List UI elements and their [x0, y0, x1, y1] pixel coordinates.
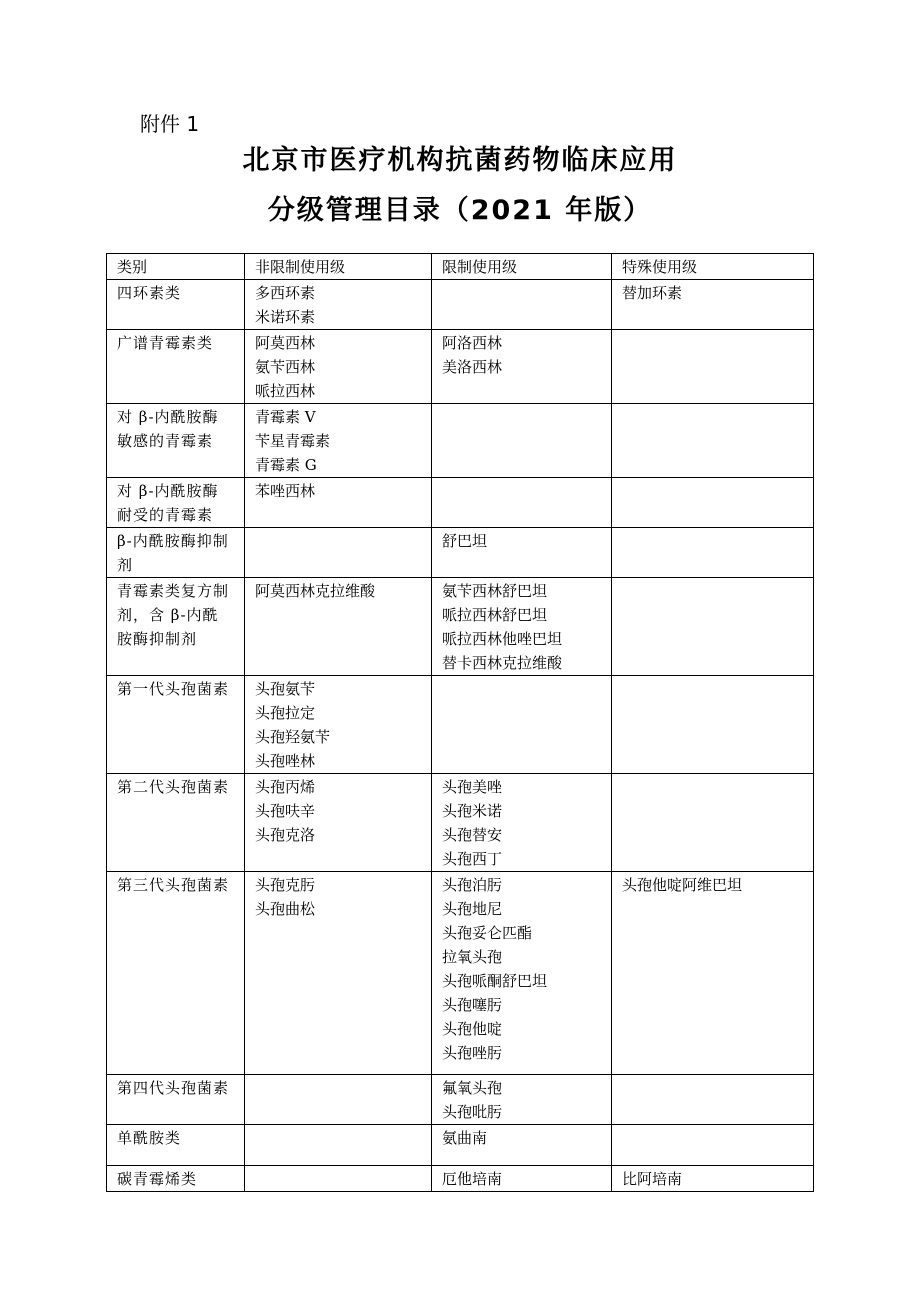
- table-row: [107, 478, 814, 528]
- category-label: 单酰胺类: [117, 1129, 182, 1147]
- drug-name: 头孢唑林: [255, 752, 316, 770]
- drug-name: 头孢羟氨苄: [255, 728, 331, 746]
- category-label: 第二代头孢菌素: [117, 778, 230, 796]
- restricted-cell: [432, 478, 612, 528]
- column-header-restricted: 限制使用级: [432, 254, 612, 280]
- unrestricted-cell: [245, 528, 432, 578]
- special-cell: [612, 330, 814, 404]
- unrestricted-cell: [245, 404, 432, 478]
- special-cell: [612, 280, 814, 330]
- table-row: [107, 774, 814, 872]
- unrestricted-cell: [245, 872, 432, 1075]
- restricted-cell: [432, 1125, 612, 1166]
- category-label: 第一代头孢菌素: [117, 680, 230, 698]
- special-cell: [612, 1075, 814, 1125]
- drug-name: 青霉素 V: [255, 408, 316, 426]
- category-label: β-内酰胺酶抑制剂: [117, 532, 229, 574]
- special-cell: [612, 1166, 814, 1192]
- category-cell: [107, 1125, 245, 1166]
- table-row: [107, 676, 814, 774]
- category-cell: [107, 578, 245, 676]
- drug-name: 苄星青霉素: [255, 432, 331, 450]
- drug-name: 哌拉西林舒巴坦: [442, 606, 548, 624]
- category-label: 碳青霉烯类: [117, 1170, 198, 1188]
- drug-name: 头孢妥仑匹酯: [442, 924, 533, 942]
- special-cell: [612, 872, 814, 1075]
- table-row: [107, 1166, 814, 1192]
- category-label: 对 β-内酰胺酶耐受的青霉素: [117, 482, 219, 524]
- category-cell: [107, 774, 245, 872]
- category-label: 四环素类: [117, 284, 182, 302]
- drug-name: 美洛西林: [442, 358, 503, 376]
- drug-name: 多西环素: [255, 284, 316, 302]
- restricted-cell: [432, 578, 612, 676]
- category-cell: [107, 676, 245, 774]
- table-row: [107, 404, 814, 478]
- category-cell: [107, 330, 245, 404]
- special-cell: [612, 578, 814, 676]
- drug-name: 苯唑西林: [255, 482, 316, 500]
- drug-name: 厄他培南: [442, 1170, 503, 1188]
- unrestricted-cell: [245, 330, 432, 404]
- drug-name: 头孢氨苄: [255, 680, 316, 698]
- drug-name: 氟氧头孢: [442, 1079, 503, 1097]
- restricted-cell: [432, 676, 612, 774]
- table-row: [107, 330, 814, 404]
- drug-name: 氨苄西林舒巴坦: [442, 582, 548, 600]
- category-cell: [107, 404, 245, 478]
- drug-name: 舒巴坦: [442, 532, 488, 550]
- unrestricted-cell: [245, 1166, 432, 1192]
- special-cell: [612, 404, 814, 478]
- column-header-special: 特殊使用级: [612, 254, 814, 280]
- drug-name: 头孢曲松: [255, 900, 316, 918]
- drug-name: 头孢西丁: [442, 850, 503, 868]
- drug-name: 阿莫西林: [255, 334, 316, 352]
- drug-name: 头孢克肟: [255, 876, 316, 894]
- unrestricted-cell: [245, 578, 432, 676]
- drug-name: 头孢替安: [442, 826, 503, 844]
- special-cell: [612, 676, 814, 774]
- restricted-cell: [432, 774, 612, 872]
- category-label: 青霉素类复方制剂，含 β-内酰胺酶抑制剂: [117, 582, 230, 648]
- restricted-cell: [432, 872, 612, 1075]
- unrestricted-cell: [245, 478, 432, 528]
- drug-name: 头孢他啶阿维巴坦: [622, 876, 743, 894]
- document-title-line-1: 北京市医疗机构抗菌药物临床应用: [242, 145, 678, 176]
- drug-name: 头孢吡肟: [442, 1103, 503, 1121]
- drug-name: 比阿培南: [622, 1170, 683, 1188]
- drug-name: 阿洛西林: [442, 334, 503, 352]
- column-header-unrestricted: 非限制使用级: [245, 254, 432, 280]
- unrestricted-cell: [245, 1075, 432, 1125]
- unrestricted-cell: [245, 1125, 432, 1166]
- category-label: 第四代头孢菌素: [117, 1079, 230, 1097]
- special-cell: [612, 774, 814, 872]
- drug-name: 头孢米诺: [442, 802, 503, 820]
- unrestricted-cell: [245, 676, 432, 774]
- drug-name: 头孢哌酮舒巴坦: [442, 972, 548, 990]
- drug-name: 青霉素 G: [255, 456, 317, 474]
- table-header-row: [107, 254, 814, 280]
- attachment-label: 附件 1: [140, 112, 200, 136]
- drug-name: 氨曲南: [442, 1129, 488, 1147]
- category-cell: [107, 1166, 245, 1192]
- unrestricted-cell: [245, 774, 432, 872]
- drug-name: 头孢拉定: [255, 704, 316, 722]
- restricted-cell: [432, 330, 612, 404]
- category-cell: [107, 528, 245, 578]
- table-row: [107, 1125, 814, 1166]
- category-label: 广谱青霉素类: [117, 334, 214, 352]
- drug-name: 头孢呋辛: [255, 802, 316, 820]
- drug-name: 头孢地尼: [442, 900, 503, 918]
- special-cell: [612, 478, 814, 528]
- column-header-category: 类别: [107, 254, 245, 280]
- category-label: 对 β-内酰胺酶敏感的青霉素: [117, 408, 219, 450]
- drug-name: 头孢唑肟: [442, 1044, 503, 1062]
- antibiotic-catalog-table: [106, 253, 814, 1192]
- table-row: [107, 528, 814, 578]
- table-row: [107, 578, 814, 676]
- drug-name: 拉氧头孢: [442, 948, 503, 966]
- category-cell: [107, 280, 245, 330]
- drug-name: 哌拉西林: [255, 382, 316, 400]
- category-cell: [107, 872, 245, 1075]
- category-cell: [107, 1075, 245, 1125]
- drug-name: 哌拉西林他唑巴坦: [442, 630, 563, 648]
- table-row: [107, 280, 814, 330]
- restricted-cell: [432, 404, 612, 478]
- drug-name: 头孢他啶: [442, 1020, 503, 1038]
- unrestricted-cell: [245, 280, 432, 330]
- category-label: 第三代头孢菌素: [117, 876, 230, 894]
- restricted-cell: [432, 528, 612, 578]
- document-title-line-2: 分级管理目录（2021 年版）: [267, 195, 653, 226]
- restricted-cell: [432, 1075, 612, 1125]
- drug-name: 阿莫西林克拉维酸: [255, 582, 376, 600]
- drug-name: 头孢泊肟: [442, 876, 503, 894]
- drug-name: 头孢丙烯: [255, 778, 316, 796]
- special-cell: [612, 1125, 814, 1166]
- special-cell: [612, 528, 814, 578]
- drug-name: 替卡西林克拉维酸: [442, 654, 563, 672]
- restricted-cell: [432, 280, 612, 330]
- table-row: [107, 872, 814, 1075]
- drug-name: 头孢美唑: [442, 778, 503, 796]
- category-cell: [107, 478, 245, 528]
- drug-name: 氨苄西林: [255, 358, 316, 376]
- drug-name: 替加环素: [622, 284, 683, 302]
- drug-name: 头孢克洛: [255, 826, 316, 844]
- drug-name: 头孢噻肟: [442, 996, 503, 1014]
- restricted-cell: [432, 1166, 612, 1192]
- drug-name: 米诺环素: [255, 308, 316, 326]
- table-row: [107, 1075, 814, 1125]
